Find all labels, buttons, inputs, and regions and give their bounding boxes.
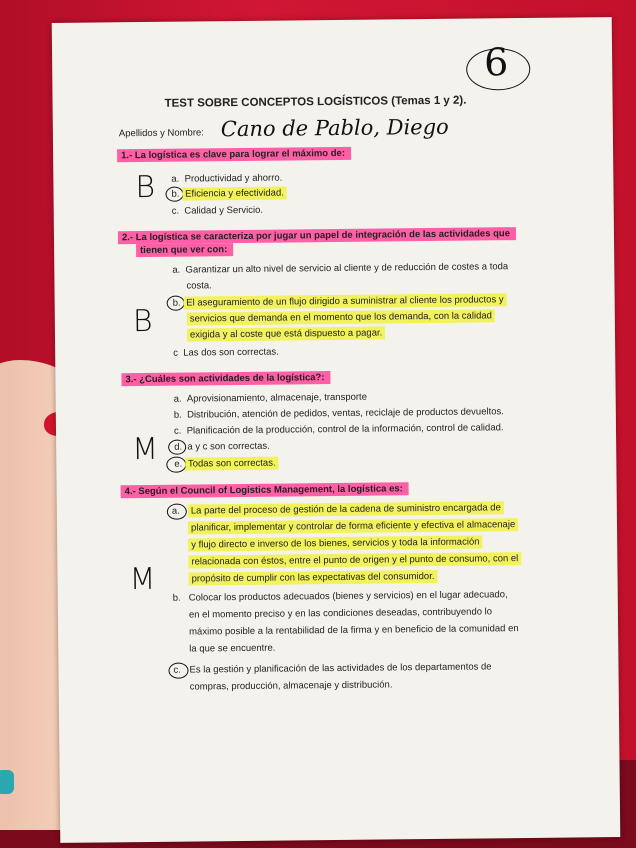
exam-sheet <box>52 17 621 843</box>
name-value: Cano de Pablo, Diego <box>220 114 449 142</box>
q4-option-b-letter: b. <box>172 592 181 604</box>
grade-mark: 6 <box>483 40 509 85</box>
q4-option-a-letter: a. <box>171 505 180 517</box>
q4-option-a-line5: propósito de cumplir con las expectativas del consumidor. <box>188 571 437 586</box>
question-1: 1.- La logística es clave para lograr el máximo de: <box>117 148 351 162</box>
q4-option-b-line2: en el momento preciso y en las condiciones deseadas, contribuyendo lo <box>188 606 493 621</box>
question-1-mark: B <box>135 169 156 206</box>
q4-option-b-line4: la que se encuentre. <box>189 642 276 655</box>
document-title <box>165 95 467 110</box>
name-label: Apellidos y Nombre: <box>118 127 204 140</box>
q3-option-e: e. Todas son correctas. <box>174 458 278 471</box>
question-4-mark: M <box>129 561 156 598</box>
q4-option-a-line2: planificar, implementar y controlar de forma eficiente y efectiva el almacenaje <box>188 519 518 534</box>
q2-option-b-line3: exigida y al coste que está dispuesto a pagar. <box>187 327 385 341</box>
q4-option-a-line3: y flujo directo e inverso de los bienes, servicios y toda la información <box>188 536 482 551</box>
question-3: 3.- ¿Cuáles son actividades de la logística?: <box>121 372 330 386</box>
q4-option-c-letter: c. <box>173 664 181 676</box>
bracelet <box>0 770 14 794</box>
q4-option-b-line3: máximo posible a la rentabilidad de la firma y en beneficio de la comunidad en <box>189 623 519 638</box>
q4-option-c-line1: Es la gestión y planificación de las actividades de los departamentos de <box>189 661 492 676</box>
q3-option-d: d. a y c son correctas. <box>174 440 270 453</box>
title-suffix: (Temas 1 y 2). <box>391 94 467 108</box>
q1-option-c: c. Calidad y Servicio. <box>171 204 264 217</box>
q3-option-c: c. Planificación de la producción, control de la información, control de calidad. <box>173 422 504 437</box>
q4-option-b-line1: Colocar los productos adecuados (bienes y servicios) en el lugar adecuado, <box>188 589 508 604</box>
question-2-mark: B <box>132 303 153 340</box>
q2-option-b-line1: b. El aseguramiento de un flujo dirigido a suministrar al cliente los productos y <box>173 294 507 309</box>
q2-option-c: c Las dos son correctas. <box>173 346 279 359</box>
q3-option-b: b. Distribución, atención de pedidos, ventas, reciclaje de productos devueltos. <box>173 406 504 421</box>
question-2-line1: 2.- La logística se caracteriza por jugar un papel de integración de las actividades que <box>118 228 516 244</box>
q1-option-a: a. Productividad y ahorro. <box>171 172 283 185</box>
question-4: 4.- Según el Council of Logistics Management, la logística es: <box>121 483 409 498</box>
q4-option-a-line4: relacionada con éstos, entre el punto de origen y el punto de consumo, con el <box>188 553 521 568</box>
question-2-line2: tienen que ver con: <box>136 244 233 257</box>
q2-option-b-line2: servicios que demanda en el momento que los demanda, con la calidad <box>187 310 495 325</box>
q1-option-b: b. Eficiencia y efectividad. <box>171 188 286 201</box>
question-3-mark: M <box>132 431 159 468</box>
title-text: TEST SOBRE CONCEPTOS LOGÍSTICOS <box>164 95 389 110</box>
q4-option-c-line2: compras, producción, almacenaje y distribución. <box>189 679 393 693</box>
q2-option-a-line2: costa. <box>186 280 212 292</box>
q3-option-a: a. Aprovisionamiento, almacenaje, transporte <box>173 391 368 405</box>
q2-option-a-line1: a. Garantizar un alto nivel de servicio al cliente y de reducción de costes a toda <box>172 261 509 276</box>
q4-option-a-line1: La parte del proceso de gestión de la cadena de suministro encargada de <box>188 502 504 517</box>
